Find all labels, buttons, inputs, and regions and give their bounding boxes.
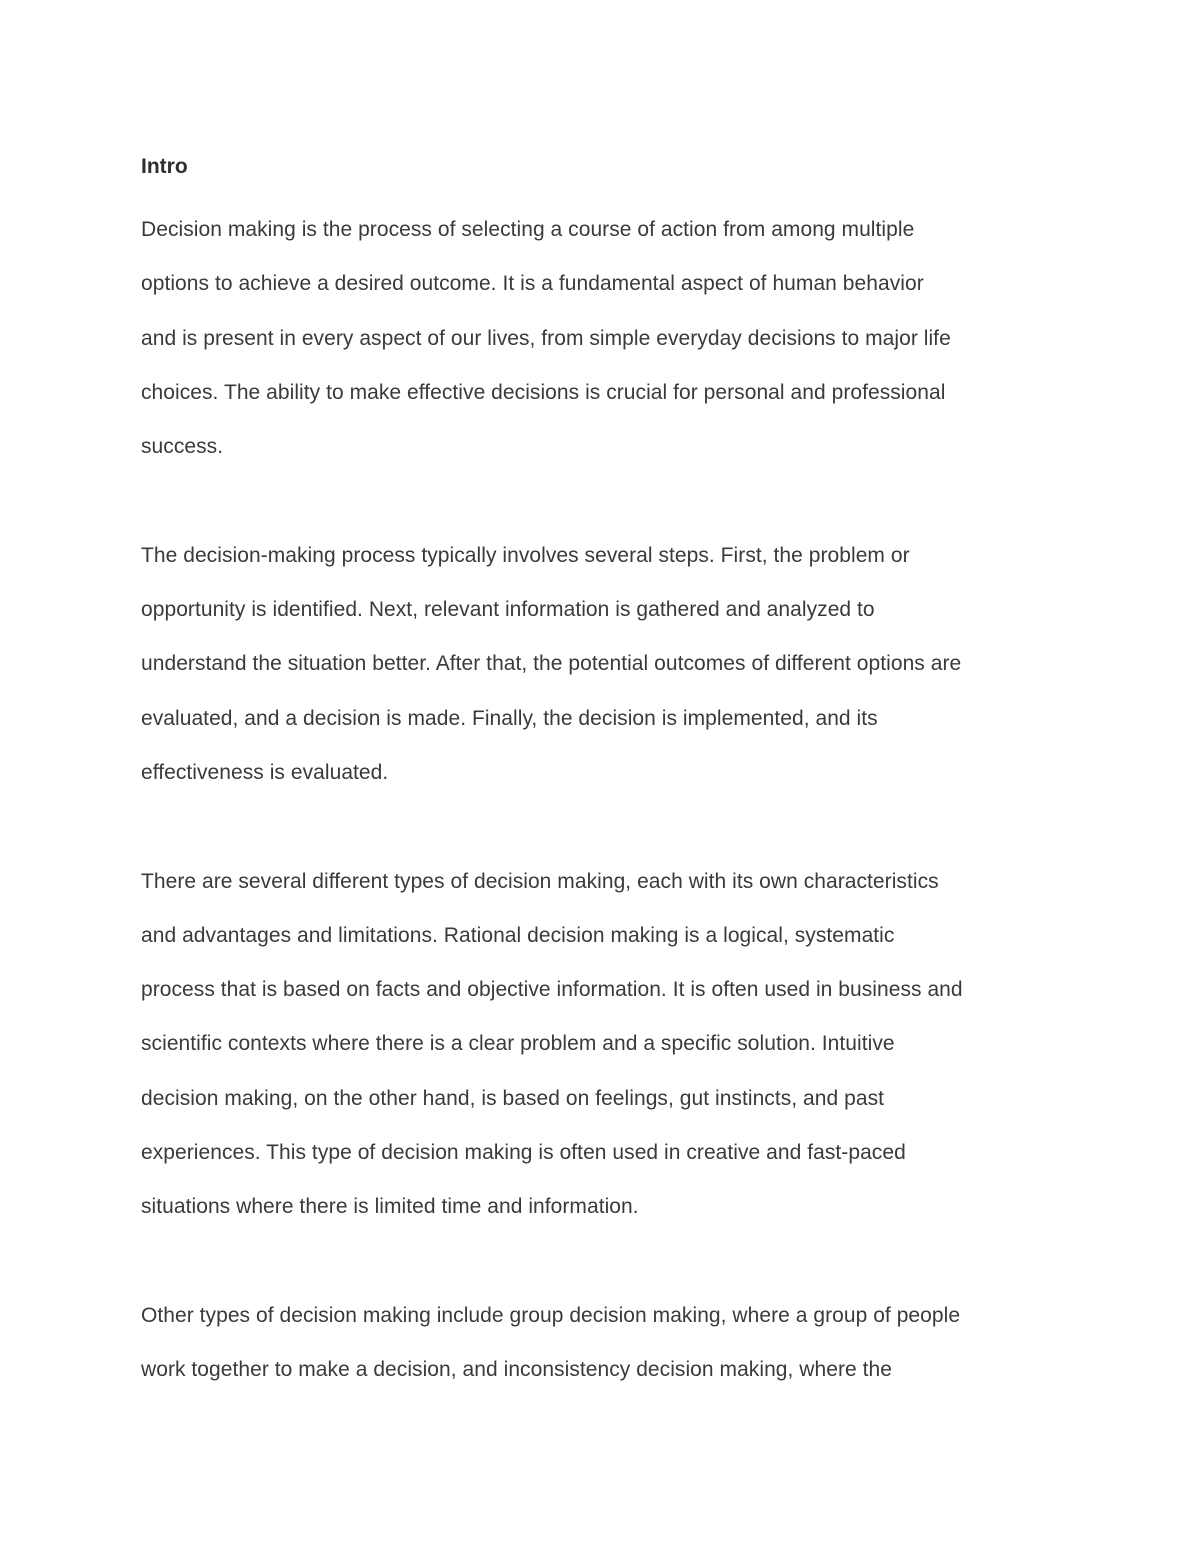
paragraph-line: options to achieve a desired outcome. It is a fundamental aspect of human behavior — [141, 272, 924, 296]
paragraph-line: scientific contexts where there is a clear problem and a specific solution. Intuitive — [141, 1032, 895, 1056]
paragraph-line: process that is based on facts and objective information. It is often used in business and — [141, 978, 963, 1002]
paragraph-line: There are several different types of decision making, each with its own characteristics — [141, 869, 939, 893]
paragraph-line: opportunity is identified. Next, relevant information is gathered and analyzed to — [141, 598, 875, 622]
paragraph-line: choices. The ability to make effective decisions is crucial for personal and professional — [141, 380, 946, 404]
paragraph-line: understand the situation better. After that, the potential outcomes of different options are — [141, 652, 962, 676]
paragraph-line: work together to make a decision, and inconsistency decision making, where the — [141, 1358, 892, 1382]
paragraph — [141, 855, 1071, 1235]
paragraph-line: evaluated, and a decision is made. Finally, the decision is implemented, and its — [141, 706, 878, 730]
paragraph-line: Decision making is the process of selecting a course of action from among multiple — [141, 218, 915, 241]
paragraph-line: experiences. This type of decision making is often used in creative and fast-paced — [141, 1141, 906, 1165]
paragraph-line: and advantages and limitations. Rational decision making is a logical, systematic — [141, 923, 895, 947]
paragraph-line: effectiveness is evaluated. — [141, 760, 389, 784]
section-heading: Intro — [141, 155, 188, 178]
document-body — [141, 149, 1071, 1452]
paragraph — [141, 1289, 1071, 1398]
paragraph-line: Other types of decision making include group decision making, where a group of people — [141, 1303, 961, 1327]
paragraph — [141, 529, 1071, 800]
paragraph-line: situations where there is limited time and information. — [141, 1195, 639, 1219]
paragraph-line: and is present in every aspect of our lives, from simple everyday decisions to major life — [141, 326, 951, 350]
paragraph-line: The decision-making process typically involves several steps. First, the problem or — [141, 543, 910, 567]
paragraph-line: success. — [141, 435, 224, 459]
paragraph — [141, 203, 1071, 474]
paragraph-line: decision making, on the other hand, is based on feelings, gut instincts, and past — [141, 1086, 885, 1110]
